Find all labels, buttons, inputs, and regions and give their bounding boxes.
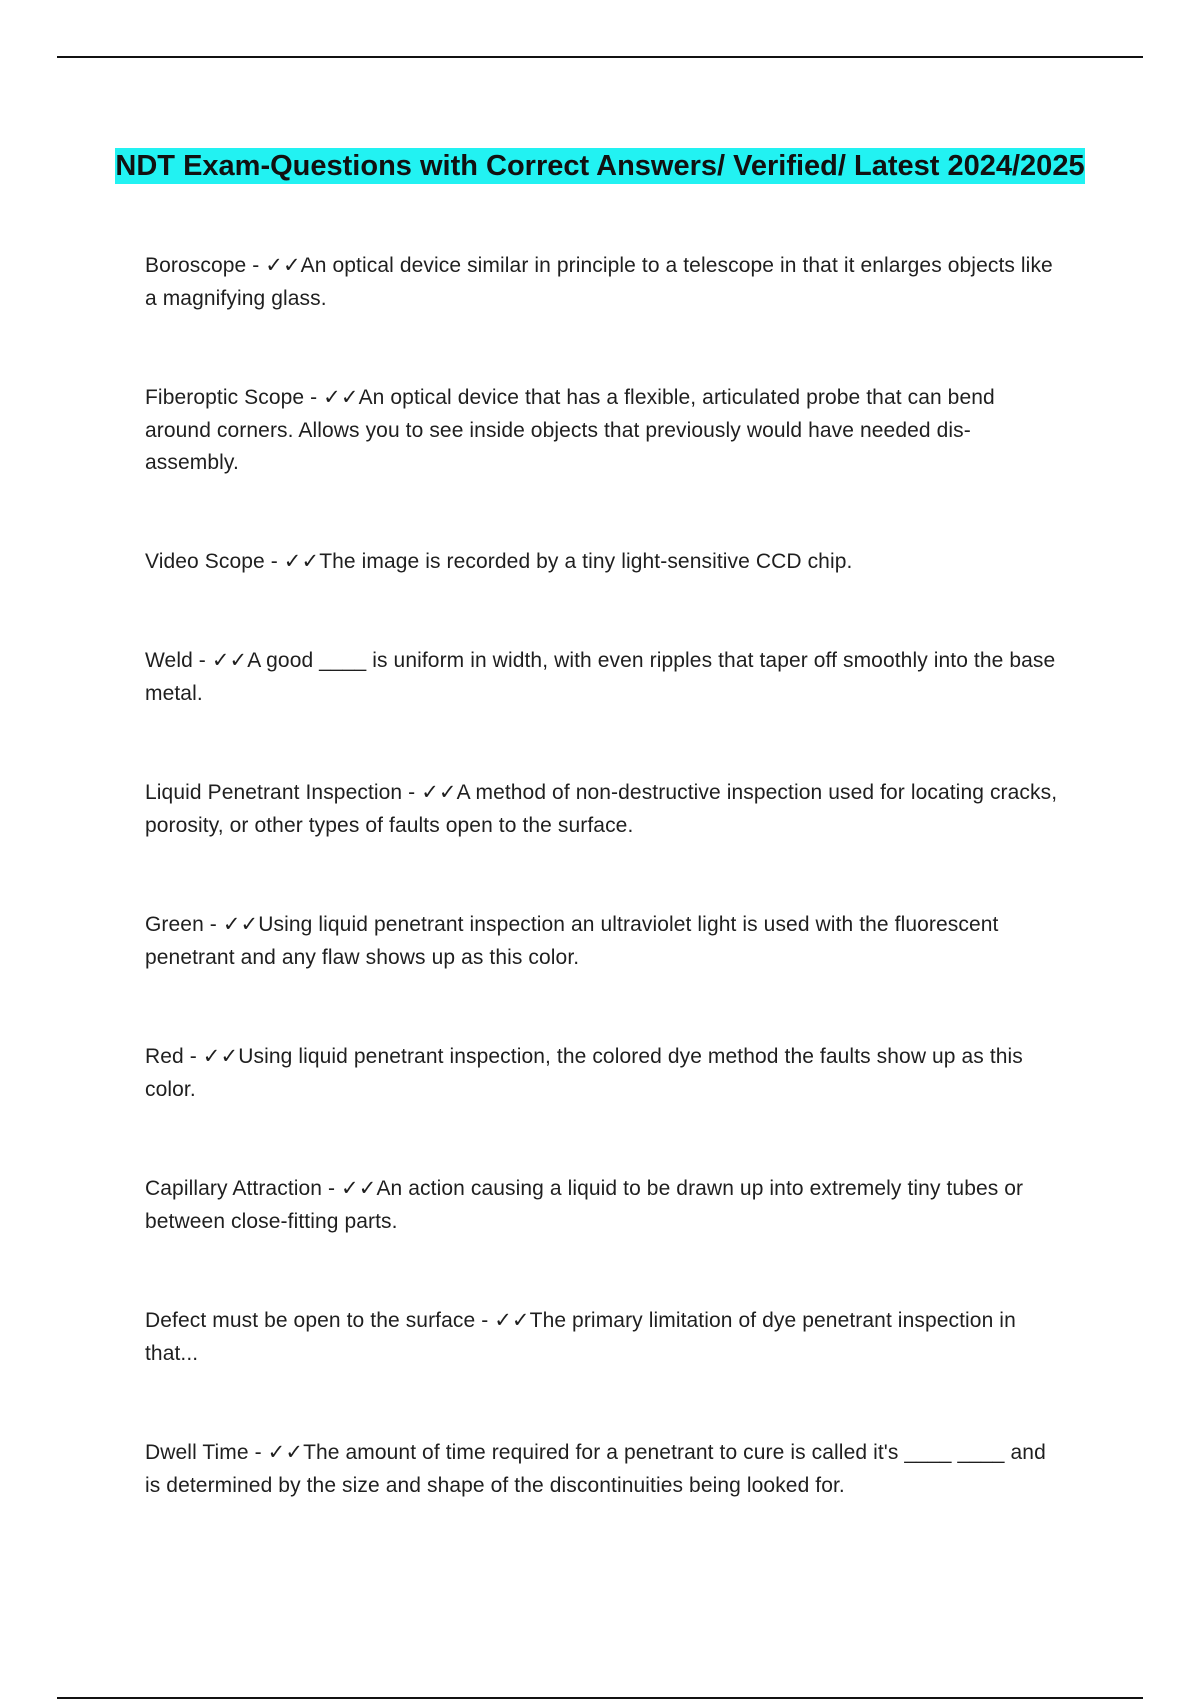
entry-separator: - (475, 1309, 495, 1332)
entry-term: Liquid Penetrant Inspection (145, 781, 403, 804)
entry-term: Fiberoptic Scope (145, 386, 305, 409)
check-icon: ✓✓ (267, 1440, 304, 1464)
check-icon: ✓✓ (202, 1044, 239, 1068)
entry-separator: - (402, 781, 422, 804)
entry-separator: - (192, 649, 212, 672)
entry-answer: An optical device similar in principle to a telescope in that it enlarges objects like a magnifying glass. (145, 254, 1053, 310)
entry-answer: An action causing a liquid to be drawn up into extremely tiny tubes or between close-fitting parts. (145, 1177, 1024, 1233)
entry-term: Weld (145, 649, 193, 672)
bottom-rule (57, 1697, 1143, 1699)
qa-entry (145, 644, 1060, 710)
entry-term: Green (145, 913, 204, 936)
entry-separator: - (203, 913, 223, 936)
qa-entry (145, 249, 1060, 315)
top-rule (57, 56, 1143, 58)
entry-answer: An optical device that has a flexible, articulated probe that can bend around corners. Allows you to see inside objects that previously would have needed dis-assembly. (145, 386, 995, 474)
entry-answer: Using liquid penetrant inspection an ultraviolet light is used with the fluorescent penetrant and any flaw shows up as this color. (145, 913, 999, 969)
entry-term: Boroscope (145, 254, 247, 277)
entry-answer: The image is recorded by a tiny light-sensitive CCD chip. (319, 549, 853, 573)
title-block (100, 145, 1100, 187)
qa-entry (145, 1304, 1060, 1370)
qa-entry (145, 381, 1060, 480)
qa-entry (145, 1172, 1060, 1238)
entry-term: Capillary Attraction (145, 1177, 323, 1200)
entry-answer: The amount of time required for a penetrant to cure is called it's ____ ____ and is determined by the size and shape of the discontinuities being looked for. (145, 1441, 1046, 1497)
check-icon: ✓✓ (211, 648, 248, 672)
qa-entry (145, 776, 1060, 842)
entry-answer: Using liquid penetrant inspection, the colored dye method the faults show up as this color. (145, 1045, 1023, 1101)
entry-answer: A good ____ is uniform in width, with even ripples that taper off smoothly into the base metal. (145, 649, 1056, 705)
qa-entry (145, 1436, 1060, 1502)
entry-separator: - (264, 549, 284, 573)
check-icon: ✓✓ (222, 912, 259, 936)
page-title: NDT Exam-Questions with Correct Answers/ Verified/ Latest 2024/2025 (115, 150, 1085, 182)
entry-separator: - (183, 1045, 203, 1068)
entry-term: Defect must be open to the surface (145, 1309, 476, 1332)
check-icon: ✓✓ (341, 1176, 377, 1200)
check-icon: ✓✓ (421, 780, 457, 804)
qa-entry (145, 908, 1060, 974)
check-icon: ✓✓ (323, 385, 359, 409)
qa-list (145, 249, 1060, 1568)
check-icon: ✓✓ (283, 548, 320, 573)
check-icon: ✓✓ (265, 253, 301, 277)
entry-separator: - (304, 386, 324, 409)
entry-separator: - (248, 1441, 268, 1464)
entry-term: Video Scope (145, 549, 265, 573)
qa-entry (145, 1040, 1060, 1106)
entry-answer: The primary limitation of dye penetrant inspection in that... (145, 1309, 1016, 1365)
entry-term: Red (145, 1045, 184, 1068)
check-icon: ✓✓ (494, 1308, 530, 1332)
entry-separator: - (322, 1177, 342, 1200)
entry-answer: A method of non-destructive inspection used for locating cracks, porosity, or other types of faults open to the surface. (145, 781, 1058, 837)
entry-separator: - (246, 254, 266, 277)
qa-entry (145, 545, 1060, 579)
entry-term: Dwell Time (145, 1441, 249, 1464)
